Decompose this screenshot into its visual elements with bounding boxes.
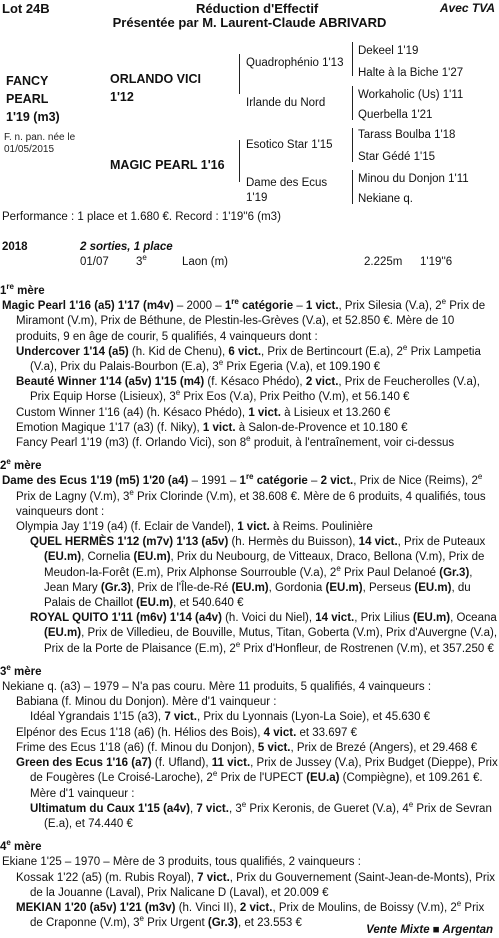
section-3e-mere: 3e mère (0, 663, 42, 678)
horse-name: FANCY PEARL 1'19 (m3) (6, 74, 60, 124)
dam4-offspring-2: MEKIAN 1'20 (a5v) 1'21 (m3v) (h. Vinci II), 2 vict., Prix de Moulins, de Boissy (V.m), 2e Prix de Craponne (V.m), 3e Prix Urgent (Gr.3), et 23.553 € (16, 899, 485, 930)
dam3-offspring-2: Elpénor des Ecus 1'18 (a6) (h. Hélios des Bois), 4 vict. et 33.697 € (16, 726, 358, 739)
dam3-grand-2: Ultimatum du Caux 1'15 (a4v), 7 vict., 3e Prix Keronis, de Gueret (V.a), 4e Prix de Sevran (E.a), et 74.440 € (30, 799, 492, 830)
sss: Dekeel 1'19 (358, 45, 419, 57)
race-place: 3e (136, 253, 147, 268)
sds: Workaholic (Us) 1'11 (358, 89, 464, 101)
pedigree-table (0, 40, 499, 212)
dam-dam: Dame des Ecus 1'19 (246, 177, 328, 204)
sale-type: Réduction d'Effectif (196, 1, 319, 16)
dam2-offspring-1: Olympia Jay 1'19 (a4) (f. Eclair de Vandel), 1 vict. à Reims. Poulinière (16, 521, 373, 534)
sire-dam: Irlande du Nord (246, 97, 326, 109)
dam-sire: Esotico Star 1'15 (246, 139, 333, 151)
dam2-text: Dame des Ecus 1'19 (m5) 1'20 (a4) – 1991 – 1re catégorie – 2 vict., Prix de Nice (Reims), 2e Prix de Lagny (V.m), 3e Prix Clorinde (V.m), et 38.608 €. Mère de 6 produits, 4 qualifiés, tous vainqueurs dont : (2, 472, 486, 518)
ssd: Halte à la Biche 1'27 (358, 67, 464, 79)
dam4-text: Ekiane 1'25 – 1970 – Mère de 3 produits, tous qualifiés, 2 vainqueurs : (2, 856, 361, 869)
dds: Minou du Donjon 1'11 (358, 173, 469, 185)
dam1-offspring-5: Fancy Pearl 1'19 (m3) (f. Orlando Vici), son 8e produit, à l'entraînement, voir ci-dessus (16, 434, 455, 450)
dam1-offspring-4: Emotion Magique 1'17 (a3) (f. Niky), 1 vict. à Salon-de-Provence et 10.180 € (16, 421, 408, 434)
dam1-offspring-1: Undercover 1'14 (a5) (h. Kid de Chenu), 6 vict., Prix de Bertincourt (E.a), 2e Prix Lampetia (V.a), Prix du Palais-Bourbon (E.a), 3e Prix Egeria (V.a), et 109.190 € (16, 342, 481, 374)
race-distance: 2.225m (364, 256, 403, 268)
race-year: 2018 (2, 241, 28, 253)
dam3-grand-1: Idéal Ygrandais 1'15 (a3), 7 vict., Prix du Lyonnais (Lyon-La Soie), et 45.630 € (30, 711, 431, 724)
sire-sire: Quadrophénio 1'13 (246, 57, 344, 69)
dam1-offspring-2: Beauté Winner 1'14 (a5v) 1'15 (m4) (f. Késaco Phédo), 2 vict., Prix de Feucherolles (V.a), Prix Equip Horse (Lisieux), 3e Prix Eos (V.a), Prix Peitho (V.m), et 56.140 € (16, 376, 480, 404)
lot-number: Lot 24B (2, 1, 50, 16)
ddd: Nekiane q. (358, 193, 413, 205)
section-2e-mere: 2e mère (0, 457, 42, 473)
presenter: Présentée par M. Laurent-Claude ABRIVARD (112, 15, 387, 30)
maternal-lines (0, 276, 499, 931)
sdd: Querbella 1'21 (358, 109, 433, 121)
sire: ORLANDO VICI 1'12 (110, 72, 201, 104)
dam4-offspring-1: Kossak 1'22 (a5) (m. Rubis Royal), 7 vict., Prix du Gouvernement (Saint-Jean-de-Monts), Prix de la Jouanne (Laval), Prix Nalicane D (Laval), et 20.009 € (16, 871, 496, 899)
dam: MAGIC PEARL 1'16 (110, 158, 225, 172)
header (0, 0, 499, 34)
footer: Vente Mixte ■ Argentan (366, 923, 493, 936)
dam2-grand-1: QUEL HERMÈS 1'12 (m7v) 1'13 (a5v) (h. Hermès du Buisson), 14 vict., Prix de Puteaux (EU.m), Cornelia (EU.m), Prix du Neubourg, de Vitteaux, Draco, Bellona (V.m), Prix de Meudon-la-Forêt (E.m), Prix Alphonse Sourrouble (V.a), 2e Prix Paul Delanoé (Gr.3), Jean Mary (Gr.3), Prix de l'Île-de-Ré (EU.m), Gordonia (EU.m), Perseus (EU.m), du Palais de Chaillot (EU.m), et 540.640 € (30, 536, 486, 610)
race-summary: 2 sorties, 1 place (80, 241, 173, 253)
dam3-offspring-4: Green des Ecus 1'16 (a7) (f. Ufland), 11 vict., Prix de Jussey (V.a), Prix Budget (Dieppe), Prix de Fougères (Le Croisé-Laroche), 2e Prix de l'UPECT (EU.a) (Compiègne), et 109.261 €. Mère d'1 vainqueur : (16, 757, 498, 800)
dam2-grand-2: ROYAL QUITO 1'11 (m6v) 1'14 (a4v) (h. Voici du Niel), 14 vict., Prix Lilius (EU.m), Oceana (EU.m), Prix de Villedieu, de Bouville, Mutus, Titan, Goberta (V.m), Prix d'Auvergne (V.a), Prix de la Porte de Plaisance (E.m), 2e Prix d'Honfleur, de Rostrenen (V.m), et 357.250 € (30, 612, 498, 655)
race-time: 1'19''6 (420, 256, 453, 268)
section-1re-mere: 1re mère (0, 282, 45, 297)
horse-note: F. n. pan. née le 01/05/2015 (4, 132, 76, 155)
dam1-text: Magic Pearl 1'16 (a5) 1'17 (m4v) – 2000 – 1re catégorie – 1 vict., Prix Silesia (V.a), 2e Prix de Miramont (V.m), Prix de Béthune, de Plestin-les-Grèves (V.a), et 52.850 €. Mère de 10 produits, 9 en âge de courir, 5 qualifiés, 4 vainqueurs dont : (2, 297, 486, 343)
tva-note: Avec TVA (439, 1, 495, 15)
performance: Performance : 1 place et 1.680 €. Record : 1'19''6 (m3) (2, 211, 281, 223)
dss: Tarass Boulba 1'18 (358, 129, 456, 141)
dam1-offspring-3: Custom Winner 1'16 (a4) (h. Késaco Phédo), 1 vict. à Lisieux et 13.260 € (16, 406, 391, 419)
dam3-offspring-3: Frime des Ecus 1'18 (a6) (f. Minou du Donjon), 5 vict., Prix de Brezé (Angers), et 29.468 € (16, 741, 478, 754)
section-4e-mere: 4e mère (0, 838, 42, 854)
race-date: 01/07 (80, 256, 109, 268)
race-track: Laon (m) (182, 256, 229, 268)
dam3-text: Nekiane q. (a3) – 1979 – N'a pas couru. Mère 11 produits, 5 qualifiés, 4 vainqueurs : (2, 681, 432, 694)
dsd: Star Gédé 1'15 (358, 151, 435, 163)
dam3-offspring-1: Babiana (f. Minou du Donjon). Mère d'1 vainqueur : (16, 696, 277, 709)
